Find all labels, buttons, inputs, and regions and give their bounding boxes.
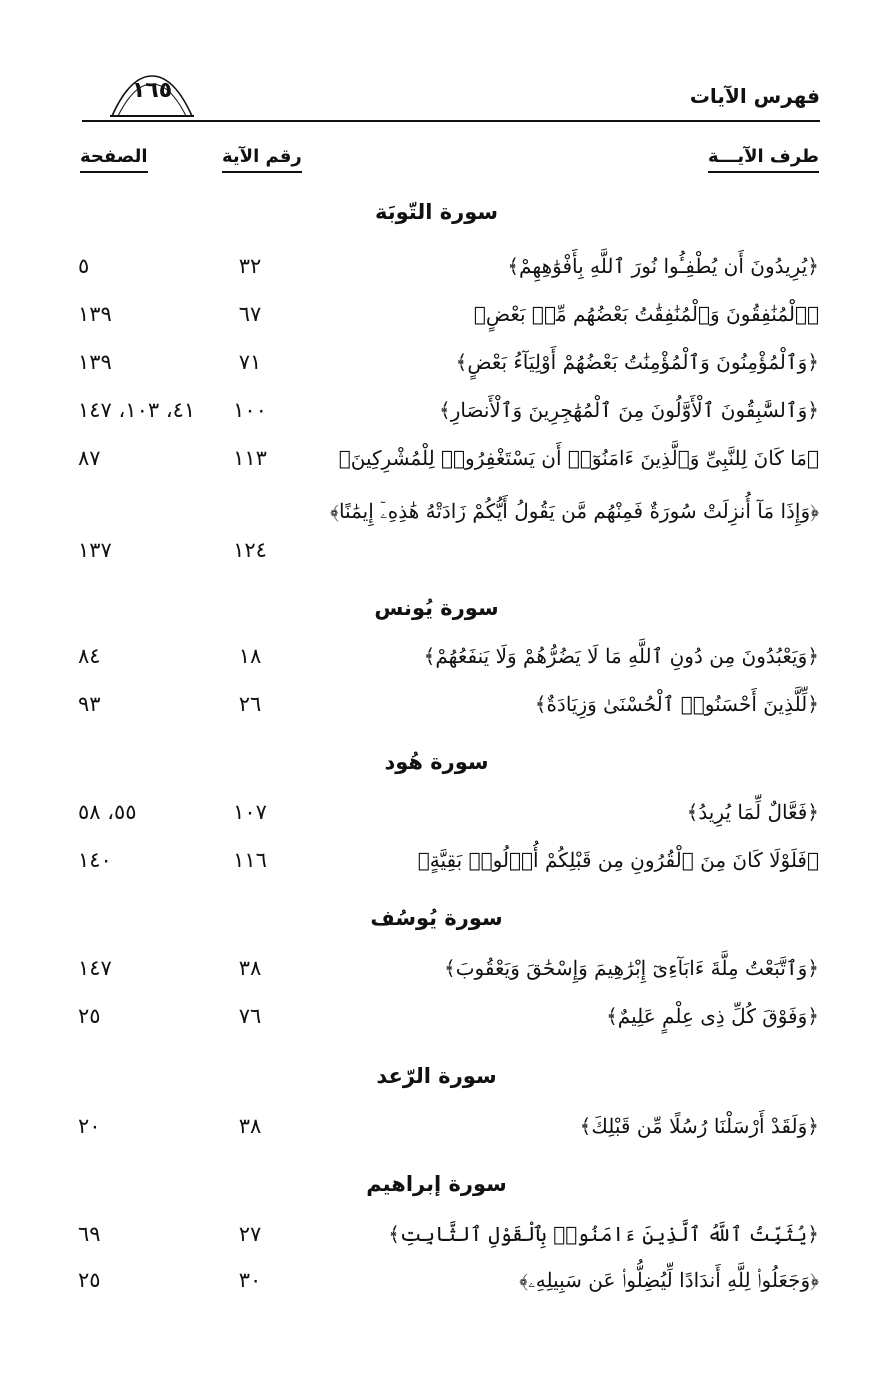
page-ref: ٥٥، ٥٨ — [78, 800, 137, 824]
page-ref: ٨٤ — [78, 644, 101, 668]
verse-number: ٧١ — [238, 350, 262, 374]
surah-heading: سورة هُود — [384, 750, 489, 774]
column-header-verse-number: رقم الآية — [222, 146, 302, 173]
verse-number: ١٠٠ — [233, 398, 267, 422]
surah-heading: سورة إبراهيم — [366, 1172, 507, 1196]
running-header — [82, 78, 820, 122]
verse-number: ٣٨ — [238, 1114, 262, 1138]
verse-text: ﴿وَيَعْبُدُونَ مِن دُونِ ٱللَّهِ مَا لَا يَضُرُّهُمْ وَلَا يَنفَعُهُمْ﴾ — [423, 644, 819, 668]
page-ref: ٤١، ١٠٣، ١٤٧ — [78, 398, 196, 422]
page-ref: ٦٩ — [78, 1222, 101, 1246]
running-title: فهرس الآيات — [689, 84, 820, 108]
verse-number: ١١٦ — [233, 848, 267, 872]
page-ref: ١٤٧ — [78, 956, 112, 980]
table-row — [0, 488, 873, 580]
table-row — [0, 1216, 873, 1260]
verse-number: ٢٦ — [238, 692, 262, 716]
page-ref: ٨٧ — [78, 446, 101, 470]
table-row — [0, 638, 873, 682]
page-ref: ٥ — [78, 254, 90, 278]
page-number-badge — [110, 72, 194, 120]
surah-heading: سورة الرّعد — [376, 1064, 497, 1088]
table-row — [0, 296, 873, 340]
table-row — [0, 1262, 873, 1306]
table-row — [0, 344, 873, 388]
verse-number: ٣٠ — [238, 1268, 262, 1292]
verse-text: ﴿وَٱتَّبَعْتُ مِلَّةَ ءَابَآءِىٓ إِبْرَٰهِيمَ وَإِسْحَٰقَ وَيَعْقُوبَ﴾ — [444, 956, 819, 980]
verse-number: ١١٣ — [233, 446, 267, 470]
page-number: ١٦٥ — [131, 78, 173, 103]
page-ref: ١٣٧ — [78, 538, 112, 562]
page-ref: ٢٥ — [78, 1268, 101, 1292]
verse-text: ﴿يُرِيدُونَ أَن يُطْفِـُٔوا نُورَ ٱللَّهِ بِأَفْوَٰهِهِمْ﴾ — [507, 254, 819, 278]
verse-number: ٣٨ — [238, 956, 262, 980]
surah-heading: سورة التّوبَة — [374, 200, 499, 224]
verse-text: ﴿وَٱلسَّٰبِقُونَ ٱلْأَوَّلُونَ مِنَ ٱلْمُهَٰجِرِينَ وَٱلْأَنصَارِ﴾ — [439, 398, 819, 422]
page-ref: ١٣٩ — [78, 302, 112, 326]
page-ref: ١٣٩ — [78, 350, 112, 374]
verse-number: ٢٧ — [238, 1222, 262, 1246]
table-row — [0, 842, 873, 886]
verse-text: ﴿لِّلَّذِينَ أَحْسَنُوا۟ ٱلْحُسْنَىٰ وَزِيَادَةٌ﴾ — [534, 692, 819, 716]
verse-text: ﴿وَلَقَدْ أَرْسَلْنَا رُسُلًا مِّن قَبْلِكَ﴾ — [579, 1114, 819, 1138]
verse-text: ﴿وَٱلْمُؤْمِنُونَ وَٱلْمُؤْمِنَٰتُ بَعْضُهُمْ أَوْلِيَآءُ بَعْضٍ﴾ — [455, 350, 819, 374]
page-ref: ٢٠ — [78, 1114, 101, 1138]
verse-text: ﴿وَإِذَا مَآ أُنزِلَتْ سُورَةٌ فَمِنْهُم مَّن يَقُولُ أَيُّكُمْ زَادَتْهُ هَٰذِهِۦٓ إِيمَٰنًا﴾ — [330, 499, 819, 523]
page-ref: ١٤٠ — [78, 848, 112, 872]
surah-heading: سورة يُونس — [374, 596, 499, 620]
verse-number: ١٢٤ — [233, 538, 267, 562]
table-row — [0, 392, 873, 436]
verse-number: ٧٦ — [238, 1004, 262, 1028]
verse-number: ٦٧ — [238, 302, 262, 326]
table-row — [0, 1108, 873, 1152]
column-header-page: الصفحة — [80, 146, 148, 173]
table-row — [0, 794, 873, 838]
table-row — [0, 248, 873, 292]
verse-text: ﴿وَجَعَلُوا۟ لِلَّهِ أَندَادًا لِّيُضِلُّوا۟ عَن سَبِيلِهِۦ﴾ — [519, 1268, 819, 1292]
table-row — [0, 440, 873, 484]
table-row — [0, 950, 873, 994]
verse-text: ﴿وَفَوْقَ كُلِّ ذِى عِلْمٍ عَلِيمٌ﴾ — [606, 1004, 819, 1028]
table-row — [0, 686, 873, 730]
verse-text: ﴿ٱلْمُنَٰفِقُونَ وَٱلْمُنَٰفِقَٰتُ بَعْضُهُم مِّنۢ بَعْضٍ﴾ — [473, 302, 819, 326]
table-row — [0, 998, 873, 1042]
surah-heading: سورة يُوسُف — [370, 906, 503, 930]
page-ref: ٢٥ — [78, 1004, 101, 1028]
verse-text: ﴿فَعَّالٌ لِّمَا يُرِيدُ﴾ — [686, 800, 819, 824]
verse-text: ﴿فَلَوْلَا كَانَ مِنَ ٱلْقُرُونِ مِن قَبْلِكُمْ أُو۟لُوا۟ بَقِيَّةٍ﴾ — [417, 848, 819, 872]
verse-number: ٣٢ — [238, 254, 262, 278]
verse-number: ١٠٧ — [233, 800, 267, 824]
column-header-verse: طرف الآيـــة — [708, 146, 819, 173]
verse-text: ﴿مَا كَانَ لِلنَّبِىِّ وَٱلَّذِينَ ءَامَنُوٓا۟ أَن يَسْتَغْفِرُوا۟ لِلْمُشْرِكِينَ﴾ — [338, 446, 819, 470]
page-ref: ٩٣ — [78, 692, 101, 716]
verse-text: ﴿يُثَبِّتُ ٱللَّهُ ٱلَّذِينَ ءَامَنُوا۟ بِٱلْقَوْلِ ٱلثَّابِتِ﴾ — [388, 1222, 819, 1246]
verse-number: ١٨ — [238, 644, 262, 668]
